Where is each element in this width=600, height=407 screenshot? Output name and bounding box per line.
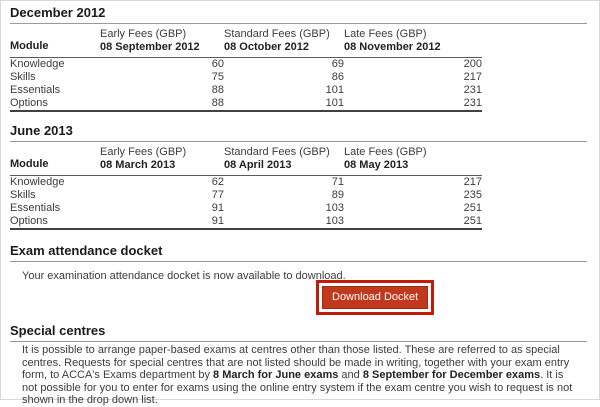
table-row: Knowledge 62 71 217 [10,176,482,188]
table-row: Options 91 103 251 [10,215,482,227]
late-fees-column-header: Late Fees (GBP) 08 May 2013 [344,146,482,176]
paragraph-text: . It is not possible for you to enter for exams using the online entry system if the exam centre you wish to request is not shown in the drop down list. [22,369,573,406]
early-fees-column-header: Early Fees (GBP) 08 September 2012 [100,28,224,58]
special-centres-paragraph [22,344,581,407]
table-row: Options 88 101 231 [10,97,482,109]
standard-fees-column-header: Standard Fees (GBP) 08 October 2012 [224,28,344,58]
table-header-row [10,146,482,176]
download-docket-button[interactable]: Download Docket [322,286,428,309]
table-row: Essentials 88 101 231 [10,84,482,96]
june-fees-table [10,146,482,230]
early-fees-column-header: Early Fees (GBP) 08 March 2013 [100,146,224,176]
module-column-header: Module [10,146,100,176]
table-row: Skills 77 89 235 [10,189,482,201]
docket-heading: Exam attendance docket [10,243,587,262]
docket-message: Your examination attendance docket is now available to download. [22,270,346,282]
table-row: Knowledge 60 69 200 [10,58,482,70]
module-column-header: Module [10,28,100,58]
june-heading: June 2013 [10,123,587,142]
december-fees-table [10,28,482,112]
docket-button-row [316,280,587,315]
paragraph-text: and [338,369,363,381]
section-december-2012 [10,5,587,112]
standard-fees-column-header: Standard Fees (GBP) 08 April 2013 [224,146,344,176]
table-header-row [10,28,482,58]
section-june-2013 [10,123,587,230]
december-heading: December 2012 [10,5,587,24]
annotation-highlight-box [316,280,434,315]
late-fees-column-header: Late Fees (GBP) 08 November 2012 [344,28,482,58]
june-deadline-bold-text: 8 March for June exams [213,369,339,381]
section-exam-attendance-docket [10,243,587,315]
section-special-centres [10,323,587,407]
paragraph-text: It is possible to arrange paper-based exams at centres other than those listed. These are referred to as special centres. Requests for special centres that are not listed should be made in writing, together with your exam entry form, to ACCA's Exams department by [22,344,570,381]
december-deadline-bold-text: 8 September for December exams [362,369,541,381]
special-centres-heading: Special centres [10,323,587,342]
table-row: Essentials 91 103 251 [10,202,482,214]
table-row: Skills 75 86 217 [10,71,482,83]
